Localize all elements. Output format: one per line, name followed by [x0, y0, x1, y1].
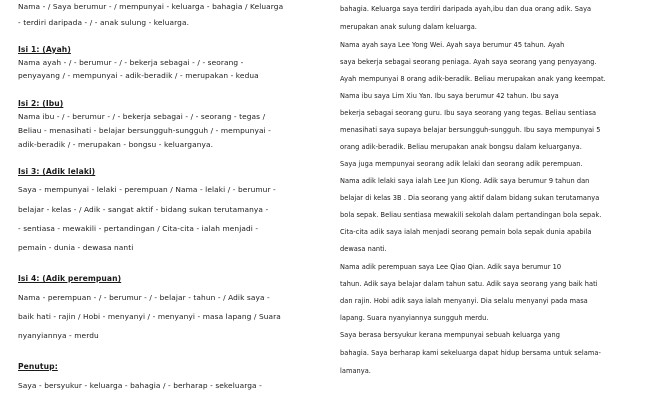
essay-line: bola sepak. Beliau sentiasa mewakili sekolah dalam pertandingan bola sepak.	[340, 211, 602, 219]
essay-line: Nama adik lelaki saya ialah Lee Jun Kiong. Adik saya berumur 9 tahun dan	[340, 177, 590, 185]
essay-line: dan rajin. Hobi adik saya ialah menyanyi. Dia selalu menyanyi pada masa	[340, 297, 588, 305]
essay-line: merupakan anak sulung dalam keluarga.	[340, 23, 477, 31]
essay-line: lapang. Suara nyanyiannya sungguh merdu.	[340, 314, 489, 322]
isi3-line-4: pemain - dunia - dewasa nanti	[18, 243, 134, 252]
essay-line: tahun. Adik saya belajar dalam tahun satu. Adik saya seorang yang baik hati	[340, 280, 598, 288]
essay-line: orang adik-beradik. Beliau merupakan anak bongsu dalam keluarganya.	[340, 143, 582, 151]
essay-line: bahagia. Keluarga saya terdiri daripada ayah,ibu dan dua orang adik. Saya	[340, 5, 592, 13]
essay-line: Ayah mempunyai 8 orang adik-beradik. Beliau merupakan anak yang keempat.	[340, 75, 606, 83]
intro-line-2: - terdiri daripada - / - anak sulung - keluarga.	[18, 18, 190, 27]
isi3-line-3: - sentiasa - mewakili - pertandingan / Cita-cita - ialah menjadi -	[18, 224, 259, 233]
isi4-line-3: nyanyiannya - merdu	[18, 331, 99, 340]
isi2-line-3: adik-beradik / - merupakan - bongsu - keluarganya.	[18, 140, 214, 149]
isi3-line-1: Saya - mempunyai - lelaki - perempuan / Nama - lelaki / - berumur -	[18, 185, 276, 194]
penutup-line-1: Saya - bersyukur - keluarga - bahagia / - berharap - sekeluarga -	[18, 381, 262, 390]
isi4-heading: Isi 4: (Adik perempuan)	[18, 274, 122, 283]
isi3-line-2: belajar - kelas - / Adik - sangat aktif - bidang sukan terutamanya -	[18, 205, 269, 214]
penutup-heading: Penutup:	[18, 362, 58, 371]
isi1-line-1: Nama ayah - / - berumur - / - bekerja sebagai - / - seorang -	[18, 58, 244, 67]
intro-line-1: Nama - / Saya berumur - / mempunyai - keluarga - bahagia / Keluarga	[18, 2, 284, 11]
essay-line: Saya berasa bersyukur kerana mempunyai sebuah keluarga yang	[340, 331, 560, 339]
essay-line: bahagia. Saya berharap kami sekeluarga dapat hidup bersama untuk selama-	[340, 349, 601, 357]
essay-line: bekerja sebagai seorang guru. Ibu saya seorang yang tegas. Beliau sentiasa	[340, 109, 597, 117]
essay-line: saya bekerja sebagai seorang peniaga. Ayah saya seorang yang penyayang.	[340, 58, 597, 66]
essay-line: Nama ayah saya Lee Yong Wei. Ayah saya berumur 45 tahun. Ayah	[340, 41, 565, 49]
isi2-line-1: Nama ibu - / - berumur - / - bekerja sebagai - / - seorang - tegas /	[18, 112, 266, 121]
essay-line: menasihati saya supaya belajar bersungguh-sungguh. Ibu saya mempunyai 5	[340, 126, 601, 134]
essay-line: dewasa nanti.	[340, 245, 387, 253]
isi2-heading: Isi 2: (Ibu)	[18, 99, 64, 108]
isi1-heading: Isi 1: (Ayah)	[18, 45, 71, 54]
isi1-line-2: penyayang / - mempunyai - adik-beradik / - merupakan - kedua	[18, 71, 259, 80]
isi2-line-2: Beliau - menasihati - belajar bersungguh-sungguh / - mempunyai -	[18, 126, 271, 135]
essay-line: Saya juga mempunyai seorang adik lelaki dan seorang adik perempuan.	[340, 160, 583, 168]
essay-line: Cita-cita adik saya ialah menjadi seorang pemain bola sepak dunia apabila	[340, 228, 592, 236]
isi3-heading: Isi 3: (Adik lelaki)	[18, 167, 96, 176]
essay-line: belajar di kelas 3B . Dia seorang yang aktif dalam bidang sukan terutamanya	[340, 194, 600, 202]
isi4-line-2: baik hati - rajin / Hobi - menyanyi / - menyanyi - masa lapang / Suara	[18, 312, 281, 321]
essay-line: Nama adik perempuan saya Lee Qiao Qian. Adik saya berumur 10	[340, 263, 562, 271]
essay-line: Nama ibu saya Lim Xiu Yan. Ibu saya berumur 42 tahun. Ibu saya	[340, 92, 559, 100]
isi4-line-1: Nama - perempuan - / - berumur - / - belajar - tahun - / Adik saya -	[18, 293, 270, 302]
essay-line: lamanya.	[340, 367, 371, 375]
